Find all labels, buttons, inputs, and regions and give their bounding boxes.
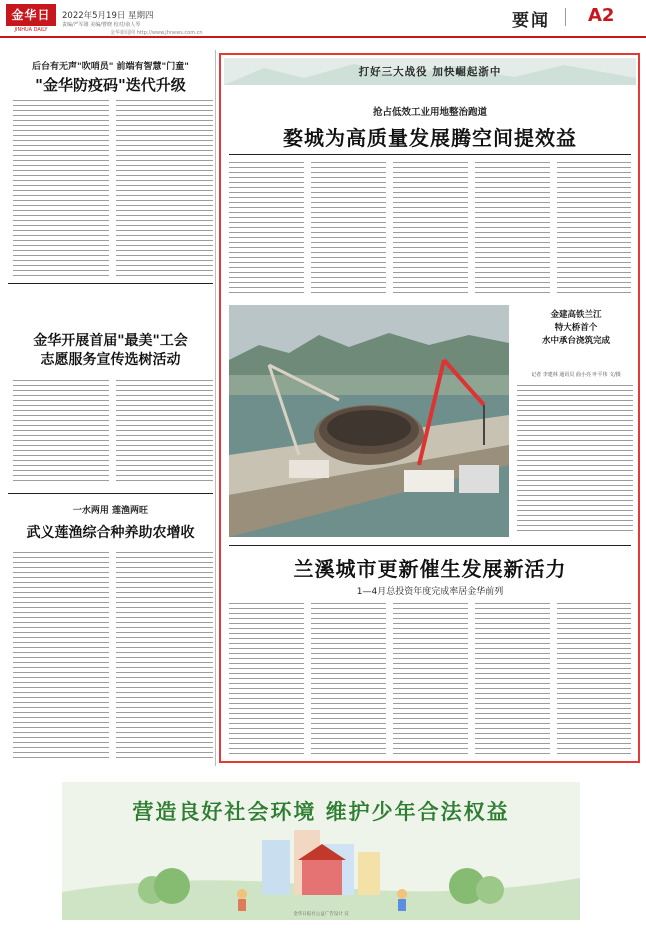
page-number: A2	[588, 5, 615, 26]
bridge-construction-image	[229, 305, 509, 537]
photo-caption-byline: 记者 李建林 通讯员 曲小亮 叶平伟 文/摄	[531, 372, 621, 378]
ad-credit: 金华日报社公益广告设计 宣	[293, 912, 349, 917]
editor-credits: 责编/严军雄 美编/曹晓 校对/俞人琴	[62, 22, 141, 28]
section-name: 要闻	[512, 11, 550, 31]
column-separator	[215, 50, 216, 766]
feature-article1-body-col4	[475, 162, 550, 297]
feature-article2-body-col1	[229, 603, 304, 755]
feature-article1-body-col3	[393, 162, 468, 297]
left-article3-kicker: 一水两用 莲渔两旺	[72, 506, 149, 516]
left-article1-title: "金华防疫码"迭代升级	[35, 76, 186, 94]
left-divider-2	[8, 493, 213, 494]
left-article2-title-line2: 志愿服务宣传选树活动	[40, 352, 181, 368]
photo-caption-title-line2: 特大桥首个	[554, 323, 598, 333]
left-article1-body-col2	[116, 100, 213, 276]
masthead	[0, 0, 646, 40]
feature-title-rule	[229, 154, 631, 155]
photo-caption-title-line3: 水中承台浇筑完成	[541, 336, 610, 346]
photo-caption-body	[517, 385, 633, 535]
left-divider-1	[8, 283, 213, 284]
left-article2-title-line1: 金华开展首届"最美"工会	[33, 333, 188, 349]
photo-caption-title	[517, 309, 635, 348]
feature-article2-body-col3	[393, 603, 468, 755]
photo-caption-title-line1: 金建高铁兰江	[550, 310, 602, 320]
ad-slogan: 营造良好社会环境 维护少年合法权益	[132, 800, 510, 824]
left-article3-body-col2	[116, 552, 213, 758]
feature-article1-body-col2	[311, 162, 386, 297]
issue-date: 2022年5月19日 星期四	[62, 11, 154, 21]
website-line: 金华新闻网 http://www.jhnews.com.cn	[110, 30, 203, 36]
left-article3-body-col1	[13, 552, 109, 758]
feature-article2-body-col5	[557, 603, 631, 755]
left-article1-body-col1	[13, 100, 109, 276]
feature-article2-body-col2	[311, 603, 386, 755]
feature-article2-subtitle: 1—4月总投资年度完成率居金华前列	[356, 587, 504, 597]
newspaper-logo-subtitle: JINHUA DAILY	[14, 27, 48, 33]
masthead-divider	[565, 8, 566, 26]
campaign-banner-text: 打好三大战役 加快崛起浙中	[358, 66, 502, 78]
left-article1-kicker: 后台有无声"吹哨员" 前端有智慧"门童"	[32, 62, 189, 72]
feature-article1-kicker: 抢占低效工业用地整治跑道	[372, 107, 487, 118]
feature-divider	[229, 545, 631, 546]
feature-article1-body-col5	[557, 162, 631, 297]
bridge-construction-photo	[229, 305, 509, 537]
left-article2-body-col2	[116, 380, 213, 485]
left-article3-title: 武义莲渔综合种养助农增收	[26, 525, 195, 541]
newspaper-logo: 金华日	[6, 4, 56, 26]
feature-article2-body-col4	[475, 603, 550, 755]
left-article2-body-col1	[13, 380, 109, 485]
feature-article1-body-col1	[229, 162, 304, 297]
feature-article2-title: 兰溪城市更新催生发展新活力	[293, 557, 567, 581]
masthead-rule	[0, 36, 646, 38]
feature-article1-title: 婺城为高质量发展腾空间提效益	[283, 126, 577, 150]
